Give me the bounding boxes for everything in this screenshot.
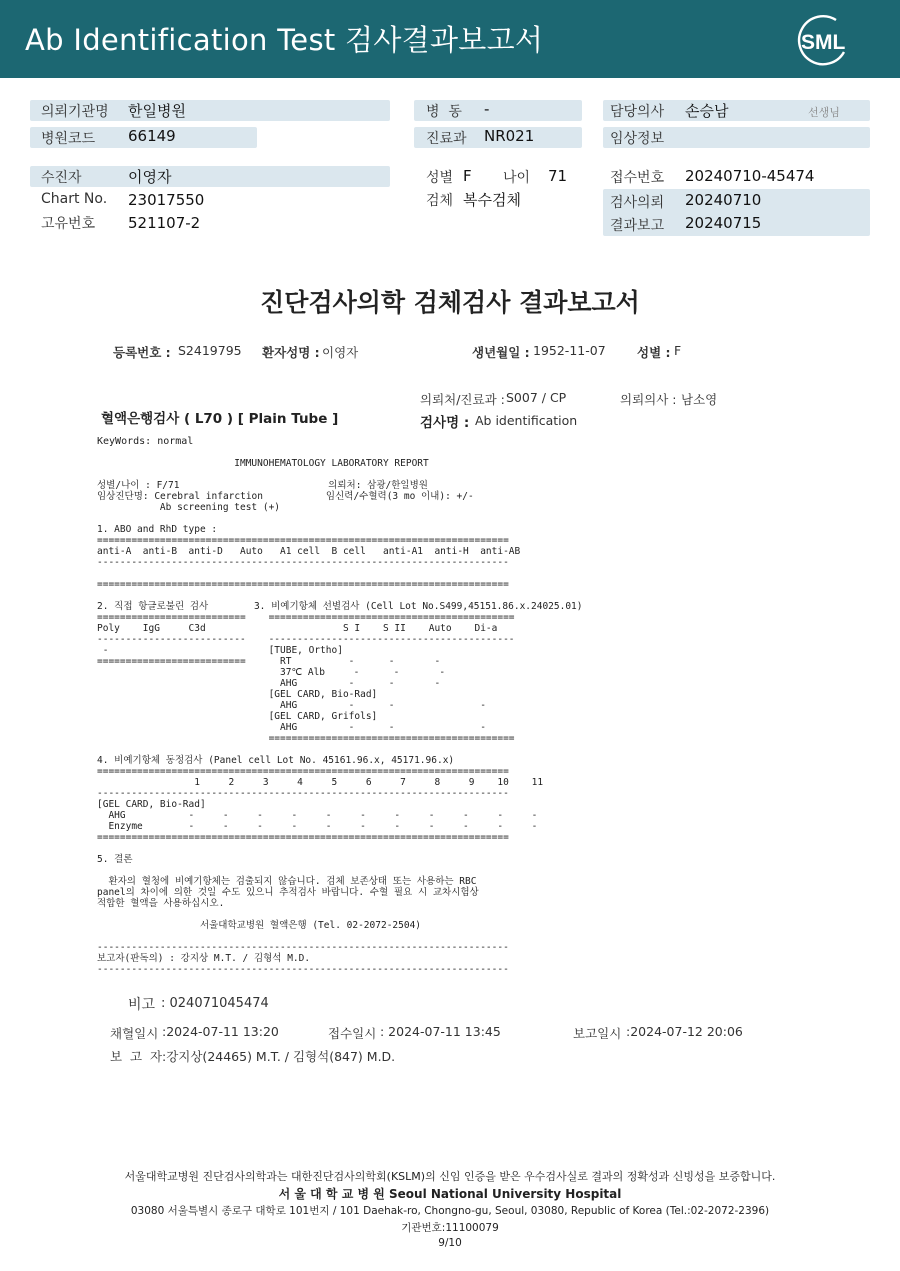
lab-line: ======================================================================== — [97, 535, 509, 546]
lab-line: [GEL CARD, Bio-Rad] — [97, 799, 206, 810]
lab-line: 1. ABO and RhD type : — [97, 524, 218, 535]
lab-line: AHG - - - - - - - - - - - — [97, 810, 538, 821]
lab-line — [97, 744, 637, 755]
age-value: 71 — [548, 167, 568, 185]
lab-line: ------------------------------------------------------------------------ — [97, 557, 509, 568]
dept-label: 의뢰처/진료과 : — [420, 392, 505, 407]
reporter-value: :강지상(24465) M.T. / 김형석(847) M.D. — [162, 1049, 396, 1064]
footer-institution-code: 기관번호:11100079 — [401, 1222, 499, 1234]
lab-line: 5. 결론 — [97, 854, 133, 865]
receipt-value: 20240710-45474 — [685, 167, 815, 185]
report-title: Ab Identification Test 검사결과보고서 — [25, 23, 544, 57]
lab-line — [97, 843, 637, 854]
hospital-code-value: 66149 — [128, 127, 176, 145]
note-label: 비고 — [128, 997, 156, 1013]
patient-field-bg — [30, 166, 390, 187]
doctor-value: 손승남 — [685, 102, 729, 120]
sex-label: 성별 — [426, 170, 454, 186]
clinical-label: 임상정보 — [610, 131, 665, 147]
lab-line: AHG - - - — [97, 722, 486, 733]
report-sex-value: F — [674, 343, 682, 358]
lab-line: 2. 직접 항글로불린 검사 3. 비예기항체 선별검사 (Cell Lot No.S499,45151.86.x.24025.01) — [97, 601, 583, 612]
lab-line — [97, 865, 637, 876]
lab-line: ========================== =========================================== — [97, 612, 515, 623]
ward-label: 병 동 — [426, 104, 462, 120]
lab-line: Enzyme - - - - - - - - - - - — [97, 821, 538, 832]
request-value: 20240710 — [685, 191, 762, 209]
footer-address: 03080 서울특별시 종로구 대학로 101번지 / 101 Daehak-ro, Chongno-gu, Seoul, 03080, Republic of Korea (Tel.:02-2072-2396) — [130, 1205, 770, 1217]
lab-line: 서울대학교병원 혈액은행 (Tel. 02-2072-2504) — [97, 920, 422, 931]
specimen-label: 검체 — [426, 193, 454, 209]
chart-value: 23017550 — [128, 191, 205, 209]
dept-value: S007 / CP — [506, 390, 567, 405]
collect-value: :2024-07-11 13:20 — [162, 1024, 279, 1039]
lab-line: 성별/나이 : F/71 의뢰처: 삼광/한일병원 — [97, 480, 428, 491]
lab-line — [97, 568, 637, 579]
report-time-value: :2024-07-12 20:06 — [626, 1024, 743, 1039]
lab-line: IMMUNOHEMATOLOGY LABORATORY REPORT — [97, 458, 429, 469]
keywords: KeyWords: normal — [97, 436, 194, 447]
report-sex-label: 성별 : — [637, 345, 671, 360]
patient-value: 이영자 — [128, 168, 172, 186]
lab-line: ------------------------------------------------------------------------ — [97, 942, 509, 953]
lab-line: ------------------------------------------------------------------------ — [97, 788, 509, 799]
lab-line: [GEL CARD, Bio-Rad] — [97, 689, 378, 700]
lab-line: 1 2 3 4 5 6 7 8 9 10 11 — [97, 777, 544, 788]
lab-line: ======================================================================== — [97, 766, 509, 777]
report-time-label: 보고일시 — [573, 1026, 622, 1041]
department-value: NR021 — [484, 127, 535, 145]
test-group: 혈액은행검사 ( L70 ) [ Plain Tube ] — [101, 411, 339, 427]
lab-line: 적합한 혈액을 사용하십시오. — [97, 898, 225, 909]
specimen-value: 복수검체 — [463, 191, 521, 209]
lab-line: ------------------------------------------------------------------------ — [97, 964, 509, 975]
lab-line — [97, 590, 637, 601]
name-value: 이영자 — [322, 345, 359, 360]
department-label: 진료과 — [426, 131, 467, 147]
institution-label: 의뢰기관명 — [41, 104, 109, 120]
lab-line: AHG - - - — [97, 678, 441, 689]
test-name-value: Ab identification — [475, 413, 578, 428]
note-value: : 024071045474 — [161, 996, 269, 1011]
header-bar — [0, 0, 900, 78]
dob-label: 생년월일 : — [472, 345, 530, 360]
reg-value: S2419795 — [178, 343, 242, 358]
lab-line: - [TUBE, Ortho] — [97, 645, 343, 656]
ward-value: - — [484, 100, 490, 118]
lab-line — [97, 909, 637, 920]
lab-line: -------------------------- ------------------------------------------- — [97, 634, 515, 645]
report-date-label: 결과보고 — [610, 218, 665, 234]
doctor-label: 담당의사 — [610, 104, 665, 120]
lab-line — [97, 469, 637, 480]
sex-value: F — [463, 167, 472, 185]
report-main-title: 진단검사의학 검체검사 결과보고서 — [260, 288, 640, 317]
lab-line: anti-A anti-B anti-D Auto A1 cell B cell anti-A1 anti-H anti-AB — [97, 546, 521, 557]
doctor-suffix: 선생님 — [808, 106, 840, 119]
lab-line: [GEL CARD, Grifols] — [97, 711, 378, 722]
lab-line: panel의 차이에 의한 것일 수도 있으니 추적검사 바랍니다. 수혈 필요 시 교차시험상 — [97, 887, 479, 898]
uid-label: 고유번호 — [41, 216, 96, 232]
collect-label: 채혈일시 — [110, 1026, 159, 1041]
name-label: 환자성명 : — [262, 345, 320, 360]
request-label: 검사의뢰 — [610, 195, 665, 211]
test-name-label: 검사명 : — [420, 415, 470, 431]
lab-line: ========================== RT - - - — [97, 656, 441, 667]
patient-label: 수진자 — [41, 170, 82, 186]
recv-label: 접수일시 — [328, 1026, 377, 1041]
page-number: 9/10 — [438, 1237, 462, 1249]
lab-line: Ab screening test (+) — [97, 502, 281, 513]
lab-line: 환자의 혈청에 비예기항체는 검출되지 않습니다. 검체 보존상태 또는 사용하는 RBC — [97, 876, 477, 887]
lab-line: 보고자(판독의) : 강지상 M.T. / 김형석 M.D. — [97, 953, 311, 964]
lab-line: AHG - - - — [97, 700, 486, 711]
lab-report-text — [97, 458, 637, 975]
footer-certification: 서울대학교병원 진단검사의학과는 대한진단검사의학회(KSLM)의 신임 인증을 받은 우수검사실로 결과의 정확성과 신빙성을 보증합니다. — [124, 1170, 776, 1183]
lab-line: 37℃ Alb - - - — [97, 667, 446, 678]
reg-label: 등록번호 : — [113, 345, 171, 360]
report-date-value: 20240715 — [685, 214, 762, 232]
age-label: 나이 — [503, 170, 531, 186]
receipt-label: 접수번호 — [610, 170, 665, 186]
dob-value: 1952-11-07 — [533, 343, 606, 358]
lab-line: ======================================================================== — [97, 579, 509, 590]
recv-value: : 2024-07-11 13:45 — [380, 1024, 501, 1039]
lab-line: Poly IgG C3d S I S II Auto Di-a — [97, 623, 498, 634]
footer-hospital: 서 울 대 학 교 병 원 Seoul National University Hospital — [278, 1187, 622, 1201]
svg-text:SML: SML — [801, 31, 846, 54]
req-doctor-label: 의뢰의사 : — [620, 392, 677, 407]
institution-value: 한일병원 — [128, 102, 186, 120]
sml-logo — [796, 12, 852, 68]
reporter-label: 보 고 자 — [110, 1049, 163, 1064]
hospital-code-label: 병원코드 — [41, 131, 96, 147]
lab-line — [97, 931, 637, 942]
lab-line: =========================================== — [97, 733, 515, 744]
lab-line — [97, 513, 637, 524]
req-doctor-value: 남소영 — [681, 392, 718, 407]
lab-line: 4. 비예기항체 동정검사 (Panel cell Lot No. 45161.96.x, 45171.96.x) — [97, 755, 455, 766]
chart-label: Chart No. — [41, 191, 108, 207]
uid-value: 521107-2 — [128, 214, 201, 232]
lab-line: ======================================================================== — [97, 832, 509, 843]
lab-line: 임상진단명: Cerebral infarction 임신력/수혈력(3 mo 이내): +/- — [97, 491, 474, 502]
